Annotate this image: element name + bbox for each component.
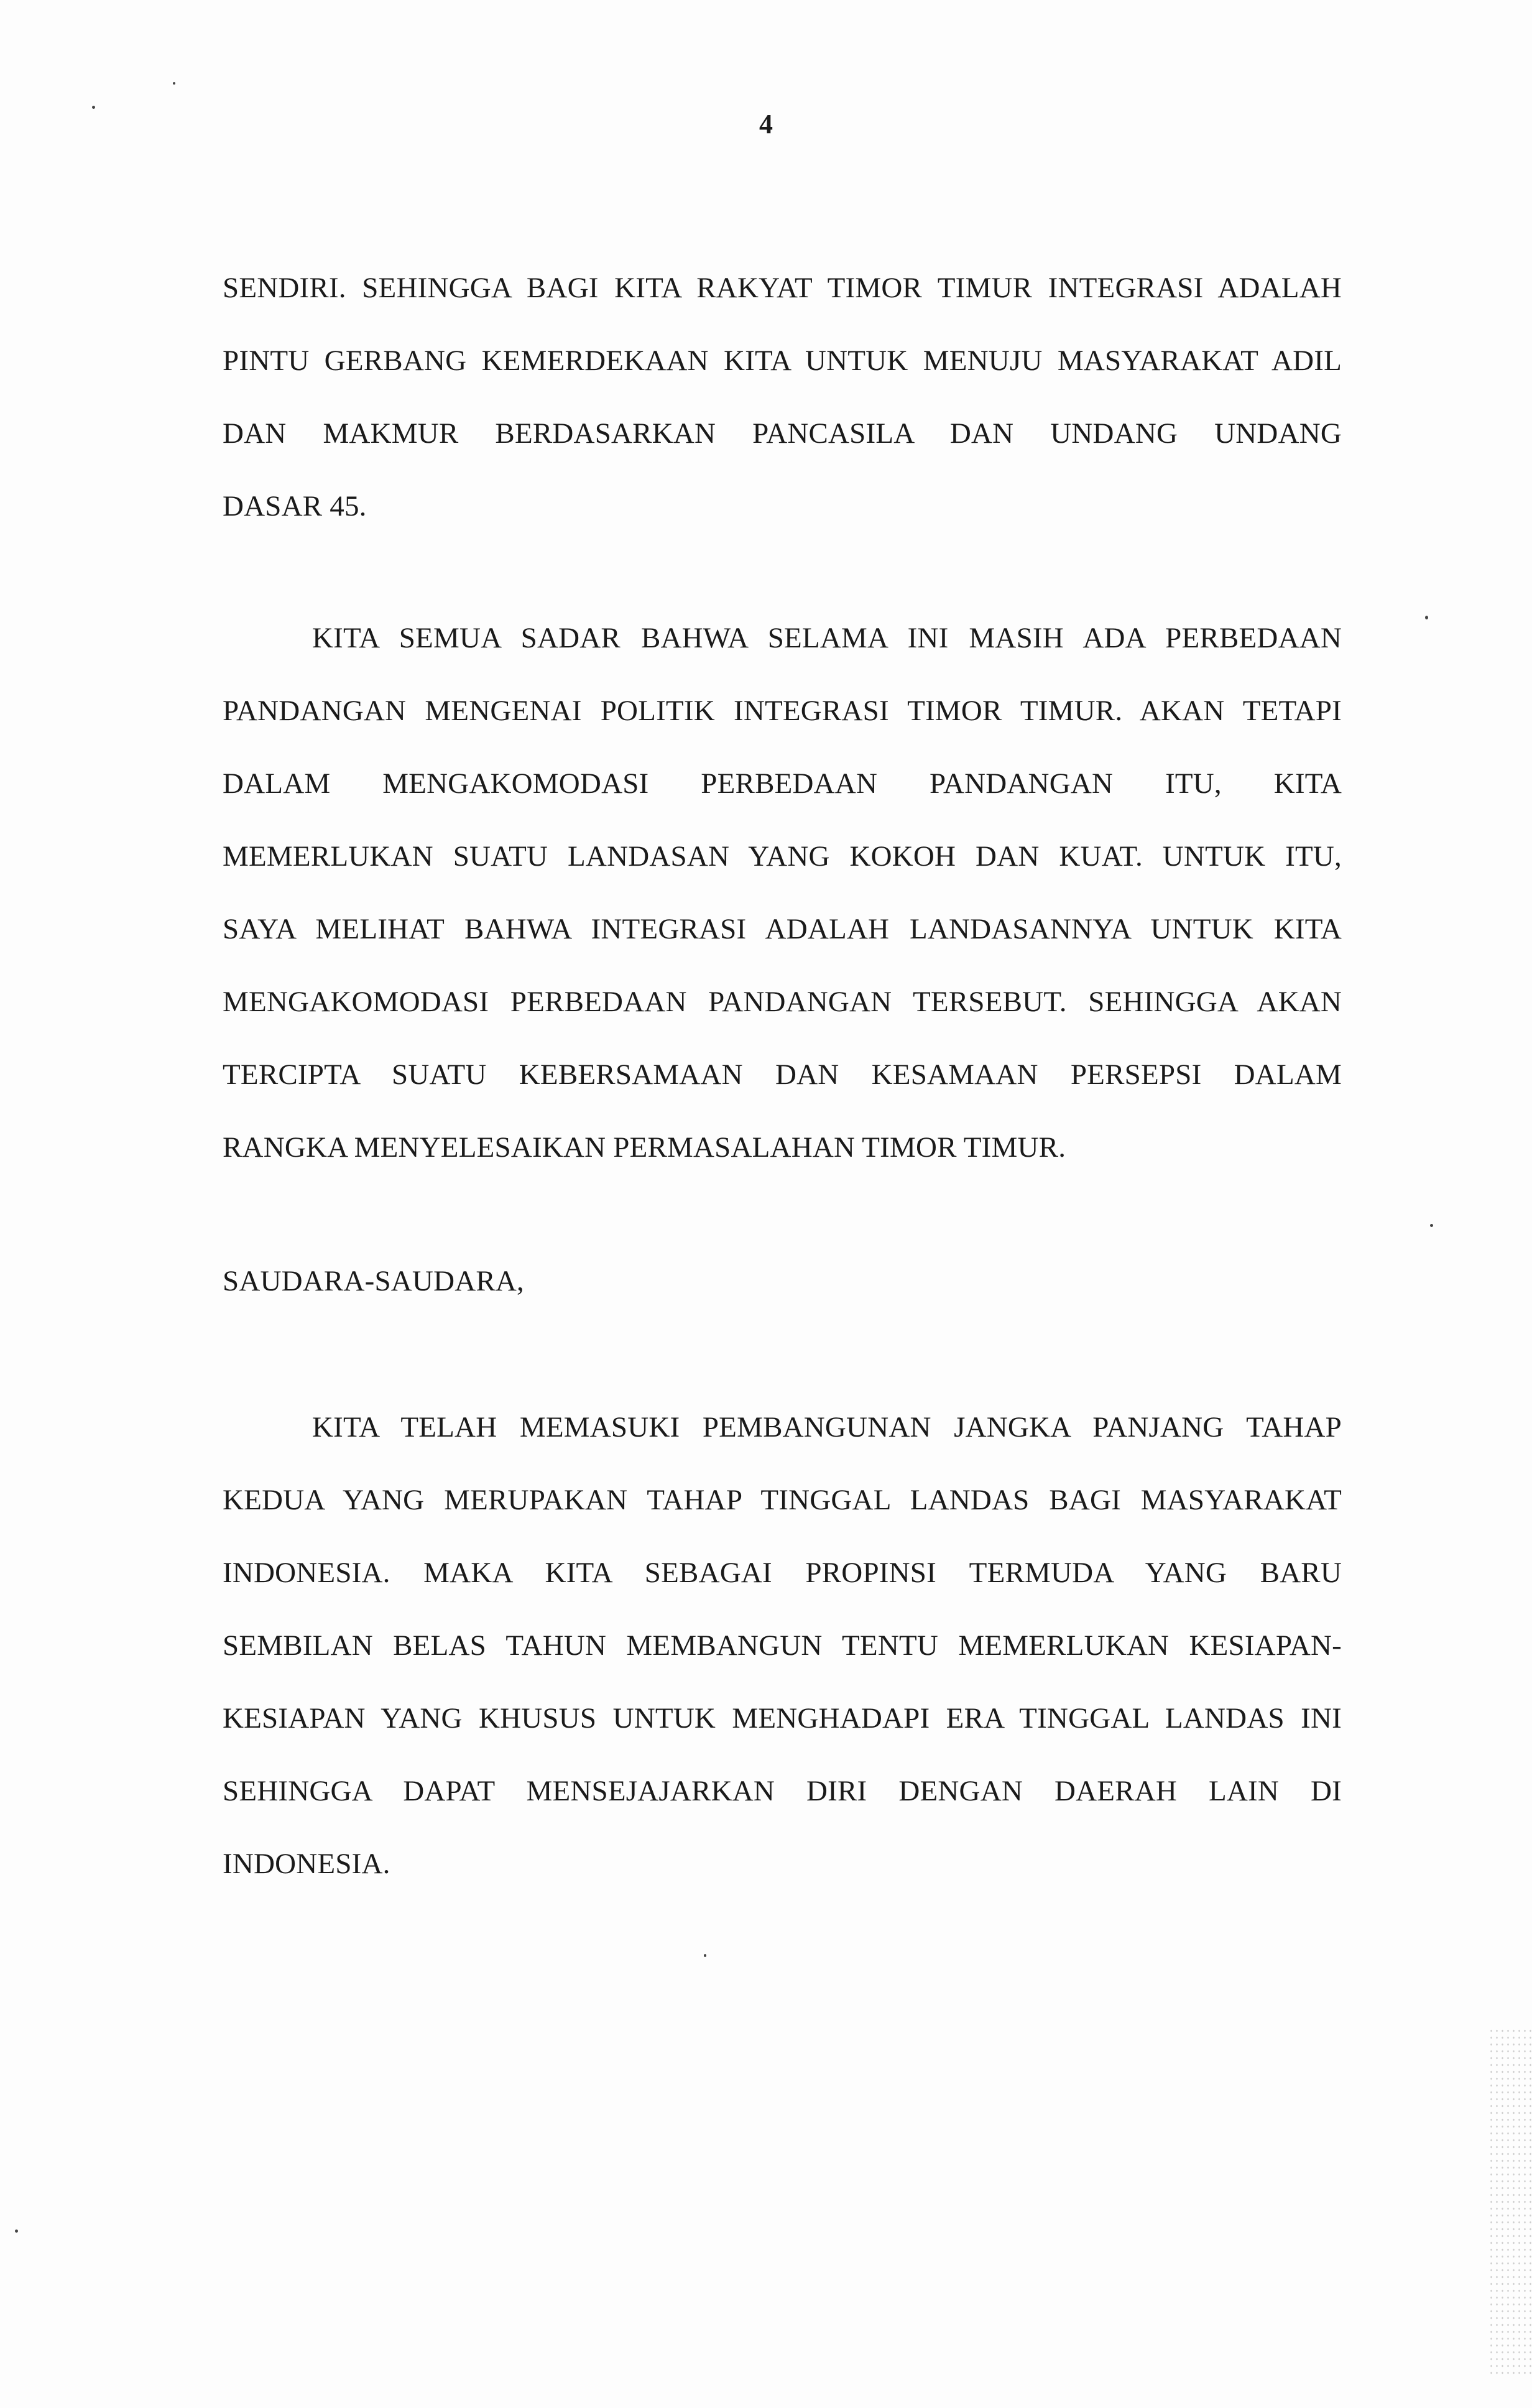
paragraph-line: RANGKA MENYELESAIKAN PERMASALAHAN TIMOR TIMUR. [223,1131,1066,1164]
scan-speck [173,82,175,85]
paragraph-line: MEMERLUKAN SUATU LANDASAN YANG KOKOH DAN KUAT. UNTUK ITU, [223,840,1342,873]
paragraph-line: KITA TELAH MEMASUKI PEMBANGUNAN JANGKA PANJANG TAHAP [312,1411,1342,1443]
paragraph-3 [223,1391,1342,1901]
scan-speck [1430,1224,1433,1227]
paragraph-line: SAYA MELIHAT BAHWA INTEGRASI ADALAH LANDASANNYA UNTUK KITA [223,913,1342,945]
paragraph-line: DASAR 45. [223,490,367,522]
paragraph-line: INDONESIA. [223,1848,390,1880]
salutation [223,1245,1342,1318]
paragraph-line: SEMBILAN BELAS TAHUN MEMBANGUN TENTU MEMERLUKAN KESIAPAN- [223,1629,1342,1662]
page-number: 4 [759,109,773,139]
salutation-line: SAUDARA-SAUDARA, [223,1265,524,1297]
paragraph-line: DALAM MENGAKOMODASI PERBEDAAN PANDANGAN ITU, KITA [223,767,1342,800]
scan-speck [15,2230,18,2233]
paragraph-line: PANDANGAN MENGENAI POLITIK INTEGRASI TIMOR TIMUR. AKAN TETAPI [223,695,1342,727]
paragraph-line: PINTU GERBANG KEMERDEKAAN KITA UNTUK MENUJU MASYARAKAT ADIL [223,345,1342,377]
scan-noise [1488,2027,1532,2376]
paragraph-line: SENDIRI. SEHINGGA BAGI KITA RAKYAT TIMOR TIMUR INTEGRASI ADALAH [223,272,1342,304]
scan-speck [1425,616,1428,619]
paragraph-line: SEHINGGA DAPAT MENSEJAJARKAN DIRI DENGAN DAERAH LAIN DI [223,1775,1342,1807]
paragraph-1 [223,252,1342,543]
scan-speck [704,1954,706,1957]
paragraph-line: TERCIPTA SUATU KEBERSAMAAN DAN KESAMAAN PERSEPSI DALAM [223,1058,1342,1091]
paragraph-line: KESIAPAN YANG KHUSUS UNTUK MENGHADAPI ERA TINGGAL LANDAS INI [223,1702,1342,1734]
paragraph-2 [223,602,1342,1184]
paragraph-line: INDONESIA. MAKA KITA SEBAGAI PROPINSI TERMUDA YANG BARU [223,1557,1342,1589]
paragraph-line: DAN MAKMUR BERDASARKAN PANCASILA DAN UNDANG UNDANG [223,417,1342,450]
scan-speck [92,106,95,109]
paragraph-line: MENGAKOMODASI PERBEDAAN PANDANGAN TERSEBUT. SEHINGGA AKAN [223,986,1342,1018]
paragraph-line: KITA SEMUA SADAR BAHWA SELAMA INI MASIH ADA PERBEDAAN [312,622,1342,654]
paragraph-line: KEDUA YANG MERUPAKAN TAHAP TINGGAL LANDAS BAGI MASYARAKAT [223,1484,1342,1516]
